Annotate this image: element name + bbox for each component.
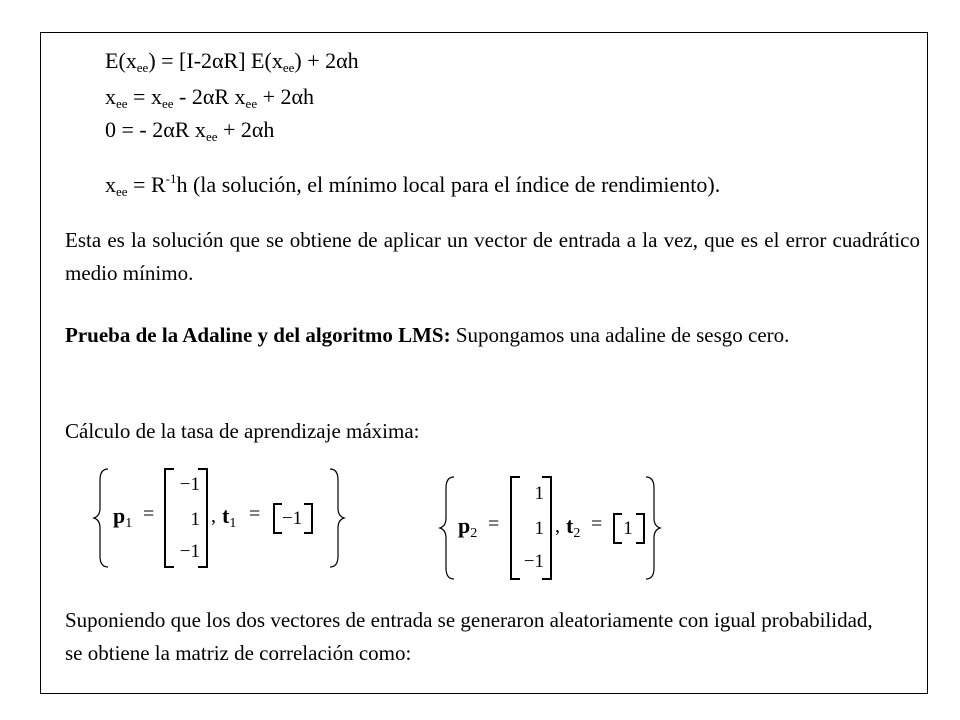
set2-comma: , xyxy=(555,515,560,537)
p2-vector-entry-2: 1 xyxy=(534,518,544,539)
p1-vector-entry-3: −1 xyxy=(179,541,200,562)
p1-equals: = xyxy=(143,503,155,525)
p2-vector-entry-1: 1 xyxy=(534,483,544,504)
t1-label: t1 xyxy=(222,503,237,531)
paragraph-learning-rate: Cálculo de la tasa de aprendizaje máxima: xyxy=(65,419,420,443)
equation-steady-state: $x_{ee} = x_{ee} - 2\alpha R$ $x_{ee} + 2\alpha h$ xyxy=(105,84,315,111)
p2-equals: = xyxy=(488,513,500,535)
paragraph-solution: Esta es la solución que se obtiene de aplicar un vector de entrada a la vez, que es el error cuadrático medio mínimo. xyxy=(65,228,920,285)
t2-value: 1 xyxy=(623,518,633,539)
p2-label: p2 xyxy=(458,513,478,541)
equation-solution: $x_{ee} = R^{-1}h$ (la solución, el mínimo local para el índice de rendimiento). xyxy=(105,171,721,199)
t1-equals: = xyxy=(249,503,261,525)
equation-expected-value: $E(x_{ee}) = [I-2\alpha R] E(x_{ee}) + 2\alpha h$ xyxy=(105,48,359,75)
t1-value: −1 xyxy=(281,508,303,529)
t2-equals: = xyxy=(591,513,603,535)
adaline-test-heading: Prueba de la Adaline y del algoritmo LMS: xyxy=(65,323,451,347)
set1-comma: , xyxy=(211,505,216,527)
t2-label: t2 xyxy=(566,513,581,541)
p1-vector-entry-2: 1 xyxy=(190,509,200,530)
equation-zero: 0 = - 2αR $x_{ee} + 2\alpha h$ xyxy=(105,117,275,144)
p1-label: p1 xyxy=(113,503,133,531)
p2-vector-entry-3: −1 xyxy=(523,551,544,572)
paragraph-correlation: Suponiendo que los dos vectores de entrada se generaron aleatoriamente con igual probabilidad, se obtiene la matriz de correlación como: xyxy=(65,608,873,665)
p1-vector-entry-1: −1 xyxy=(179,474,200,495)
paragraph-adaline-test: Prueba de la Adaline y del algoritmo LMS: Supongamos una adaline de sesgo cero. xyxy=(65,323,790,347)
